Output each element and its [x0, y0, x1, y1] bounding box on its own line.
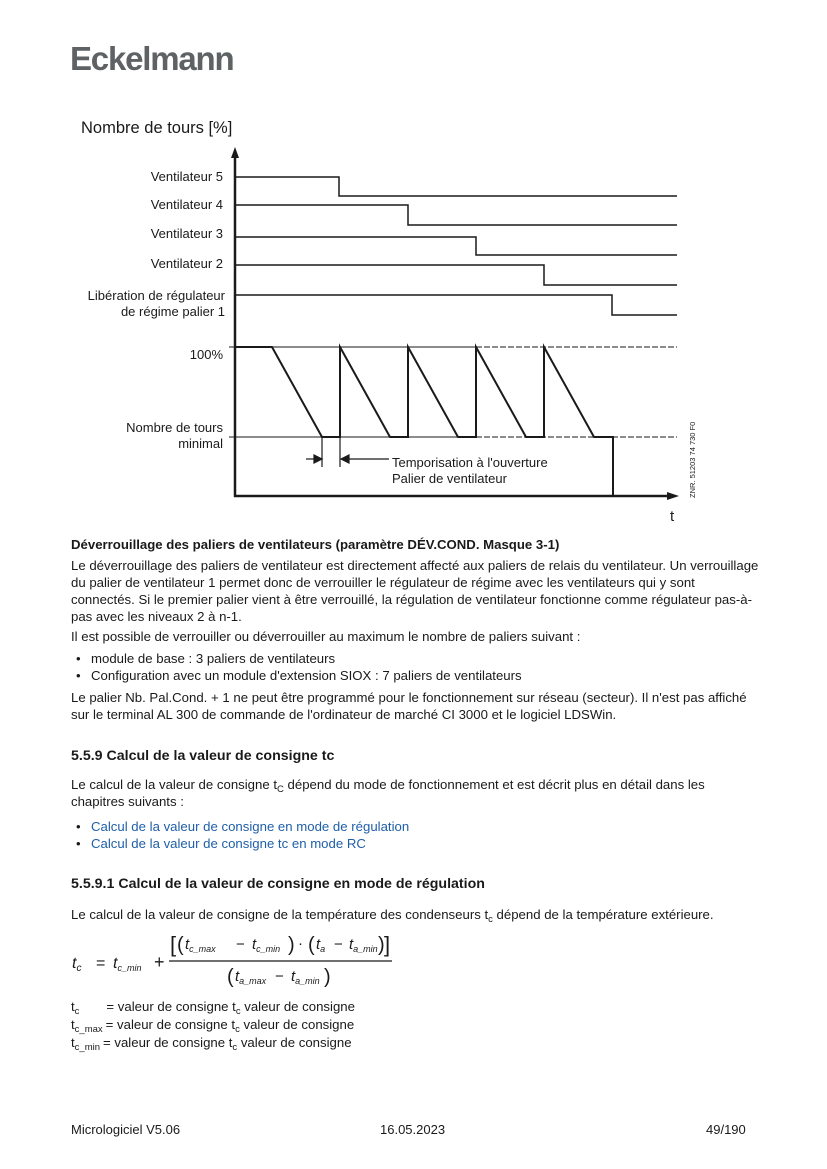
svg-text:tc: tc: [72, 955, 82, 974]
svg-text:): ): [378, 934, 385, 956]
svg-text:−: −: [334, 936, 343, 953]
definition-tc: $t_c$ = valeur de consigne $t_c$ valeur de consigne: [71, 999, 355, 1017]
svg-text:tc_max: $t_{c\_max}$: [185, 936, 216, 954]
section-559-paragraph: Le calcul de la valeur de consigne $t_C$ dépend du mode de fonctionnement et est décrit plus en détail dans les chapitres suivants :: [71, 777, 705, 809]
svg-text:ta_min: $t_{a\_min}$: [291, 968, 320, 986]
section-559-link-list: [71, 818, 761, 852]
definition-tc-max: $t_{c\_max}$ = valeur de consigne $t_c$ valeur de consigne: [71, 1017, 355, 1035]
definition-tc-min: $t_{c\_min}$ = valeur de consigne $t_c$ valeur de consigne: [71, 1035, 352, 1053]
section-559-heading: 5.5.9 Calcul de la valeur de consigne tc: [71, 748, 335, 764]
step-line-liberation: [236, 295, 677, 315]
footer-page-number: 49/190: [706, 1122, 746, 1137]
step-line-ventilateur-4: [236, 205, 677, 225]
level-min-label-line2: minimal: [178, 436, 223, 451]
section-5591-paragraph: Le calcul de la valeur de consigne de la température des condenseurs $t_c$ dépend de la température extérieure.: [71, 907, 714, 925]
reference-code: ZNR. 51203 74 730 F0: [688, 421, 697, 498]
unlock-paragraph-1: Le déverrouillage des paliers de ventilateur est directement affecté aux paliers de relais du ventilateur. Un verrouillage du palier de ventilateur 1 permet donc de verrouiller le régulateur de régime avec les ventilateurs qui y sont connectés. Si le premier palier vient à être verrouillé, la régulation de ventilateur fonctionne comme régulateur pas-à-pas avec les niveaux 2 à n-1.: [71, 558, 759, 624]
footer-firmware-version: Micrologiciel V5.06: [71, 1122, 181, 1137]
svg-text:=: =: [96, 955, 106, 972]
step-line-ventilateur-2: [236, 265, 677, 285]
step-label-liberation-line2: de régime palier 1: [120, 304, 225, 319]
unlock-bullet-item: • Configuration avec un module d'extension SIOX : 7 paliers de ventilateurs: [71, 667, 761, 684]
step-line-ventilateur-3: [236, 237, 677, 255]
svg-text:tc_min: $t_{c\_min}$: [252, 936, 281, 954]
level-100-label: 100%: [189, 347, 223, 362]
svg-text:]: ]: [384, 932, 391, 957]
unlock-bullet-list: [71, 650, 761, 684]
svg-text:): ): [288, 934, 295, 956]
annotation-line2: Palier de ventilateur: [392, 471, 507, 486]
annotation-line1: Temporisation à l'ouverture: [392, 455, 548, 470]
y-axis-label: Nombre de tours [%]: [81, 119, 233, 137]
step-label-ventilateur-2: Ventilateur 2: [150, 256, 223, 271]
fan-stage-diagram: [0, 100, 827, 530]
step-label-ventilateur-3: Ventilateur 3: [150, 226, 223, 241]
company-logo: Eckelmann: [70, 40, 234, 77]
delay-arrow-right-head: [341, 455, 349, 463]
svg-text:−: −: [275, 968, 284, 985]
svg-text:tc_min: tc_min: [113, 955, 142, 973]
section-5591-heading: 5.5.9.1 Calcul de la valeur de consigne en mode de régulation: [71, 876, 485, 892]
step-label-liberation-line1: Libération de régulateur: [87, 288, 225, 303]
svg-text:·: ·: [298, 935, 303, 952]
step-label-ventilateur-5: Ventilateur 5: [150, 169, 223, 184]
svg-text:[: [: [170, 932, 177, 957]
step-line-ventilateur-5: [236, 177, 677, 196]
delay-arrow-left-head: [314, 455, 322, 463]
unlock-section-title: Déverrouillage des paliers de ventilateurs (paramètre DÉV.COND. Masque 3-1): [71, 537, 560, 552]
svg-text:ta_min: $t_{a\_min}$: [349, 936, 378, 954]
x-axis-label: t: [670, 508, 675, 525]
svg-text:ta_max: $t_{a\_max}$: [235, 968, 267, 986]
svg-text:ta: $t_a$: [316, 936, 326, 954]
x-axis-arrow: [667, 492, 679, 500]
chapter-link-regulation-mode[interactable]: • Calcul de la valeur de consigne en mode de régulation: [71, 818, 761, 835]
unlock-paragraph-3: Le palier Nb. Pal.Cond. + 1 ne peut être programmé pour le fonctionnement sur réseau (secteur). Il n'est pas affiché sur le terminal AL 300 de commande de l'ordinateur de marché CI 3000 et le logiciel LDSWin.: [71, 690, 747, 722]
unlock-paragraph-2: Il est possible de verrouiller ou déverrouiller au maximum le nombre de paliers suivant :: [71, 629, 581, 644]
y-axis-arrow: [231, 147, 239, 158]
variable-definitions: [71, 998, 761, 1052]
setpoint-formula: [66, 924, 396, 994]
level-min-label-line1: Nombre de tours: [126, 420, 223, 435]
svg-text:−: −: [236, 936, 245, 953]
svg-text:): ): [324, 966, 331, 988]
svg-text:(: (: [177, 934, 184, 956]
svg-text:(: (: [227, 966, 234, 988]
svg-text:+: +: [154, 952, 165, 972]
footer-date: 16.05.2023: [380, 1122, 446, 1137]
chapter-link-rc-mode[interactable]: • Calcul de la valeur de consigne tc en mode RC: [71, 835, 761, 852]
svg-text:(: (: [308, 934, 315, 956]
unlock-bullet-item: • module de base : 3 paliers de ventilateurs: [71, 650, 761, 667]
step-label-ventilateur-4: Ventilateur 4: [150, 197, 223, 212]
